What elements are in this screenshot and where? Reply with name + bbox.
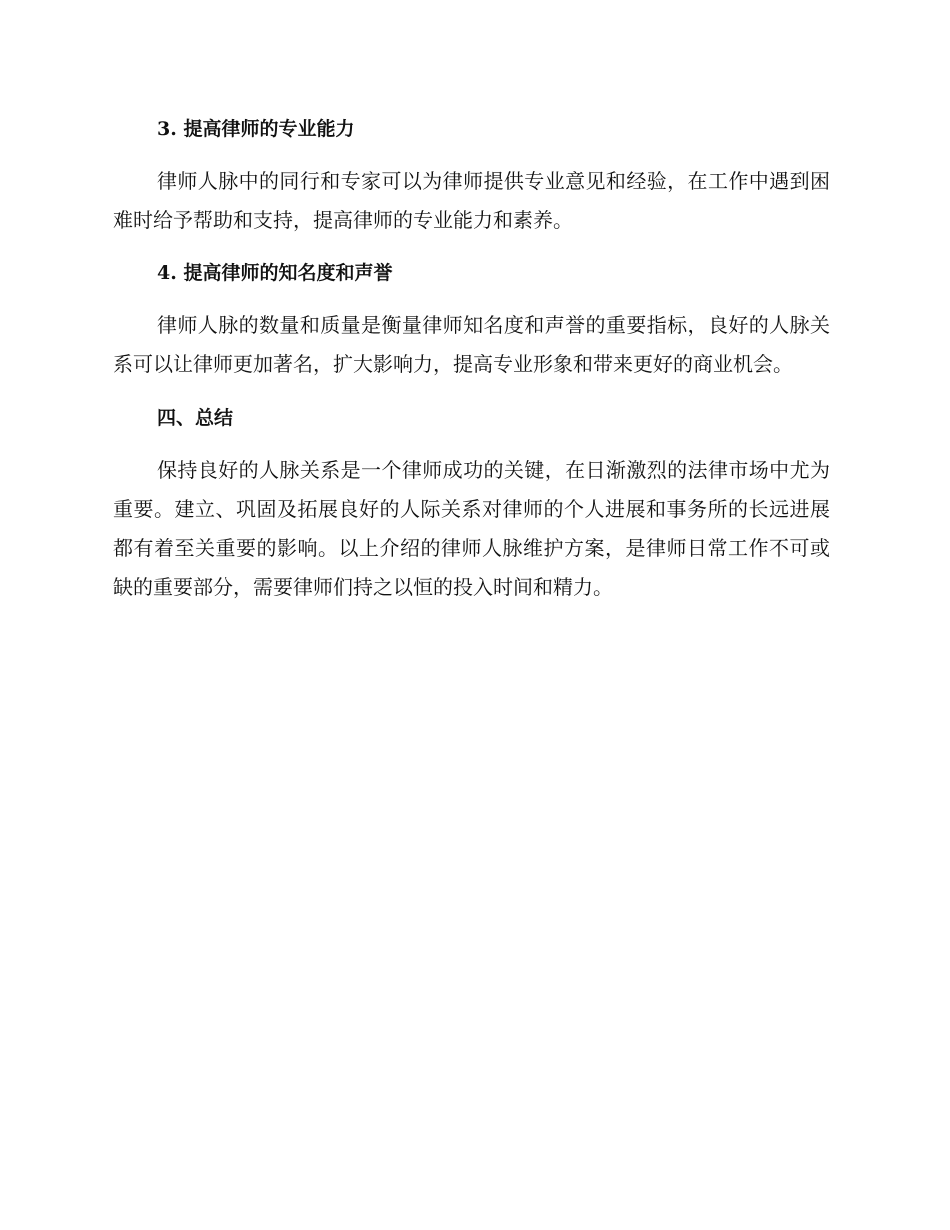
paragraph-professional-ability: 律师人脉中的同行和专家可以为律师提供专业意见和经验，在工作中遇到困难时给予帮助和支持，提高律师的专业能力和素养。 [113,169,830,232]
section-heading-professional-ability: 3. 提高律师的专业能力 [157,118,355,140]
paragraph-summary: 保持良好的人脉关系是一个律师成功的关键，在日渐激烈的法律市场中尤为重要。建立、巩固及拓展良好的人际关系对律师的个人进展和事务所的长远进展都有着至关重要的影响。以上介绍的律师人脉维护方案，是律师日常工作不可或缺的重要部分，需要律师们持之以恒的投入时间和精力。 [113,458,830,599]
paragraph-reputation: 律师人脉的数量和质量是衡量律师知名度和声誉的重要指标，良好的人脉关系可以让律师更加著名，扩大影响力，提高专业形象和带来更好的商业机会。 [113,313,830,376]
section-heading-reputation: 4. 提高律师的知名度和声誉 [157,262,393,284]
section-heading-summary: 四、总结 [157,407,234,429]
document-page [113,108,830,607]
